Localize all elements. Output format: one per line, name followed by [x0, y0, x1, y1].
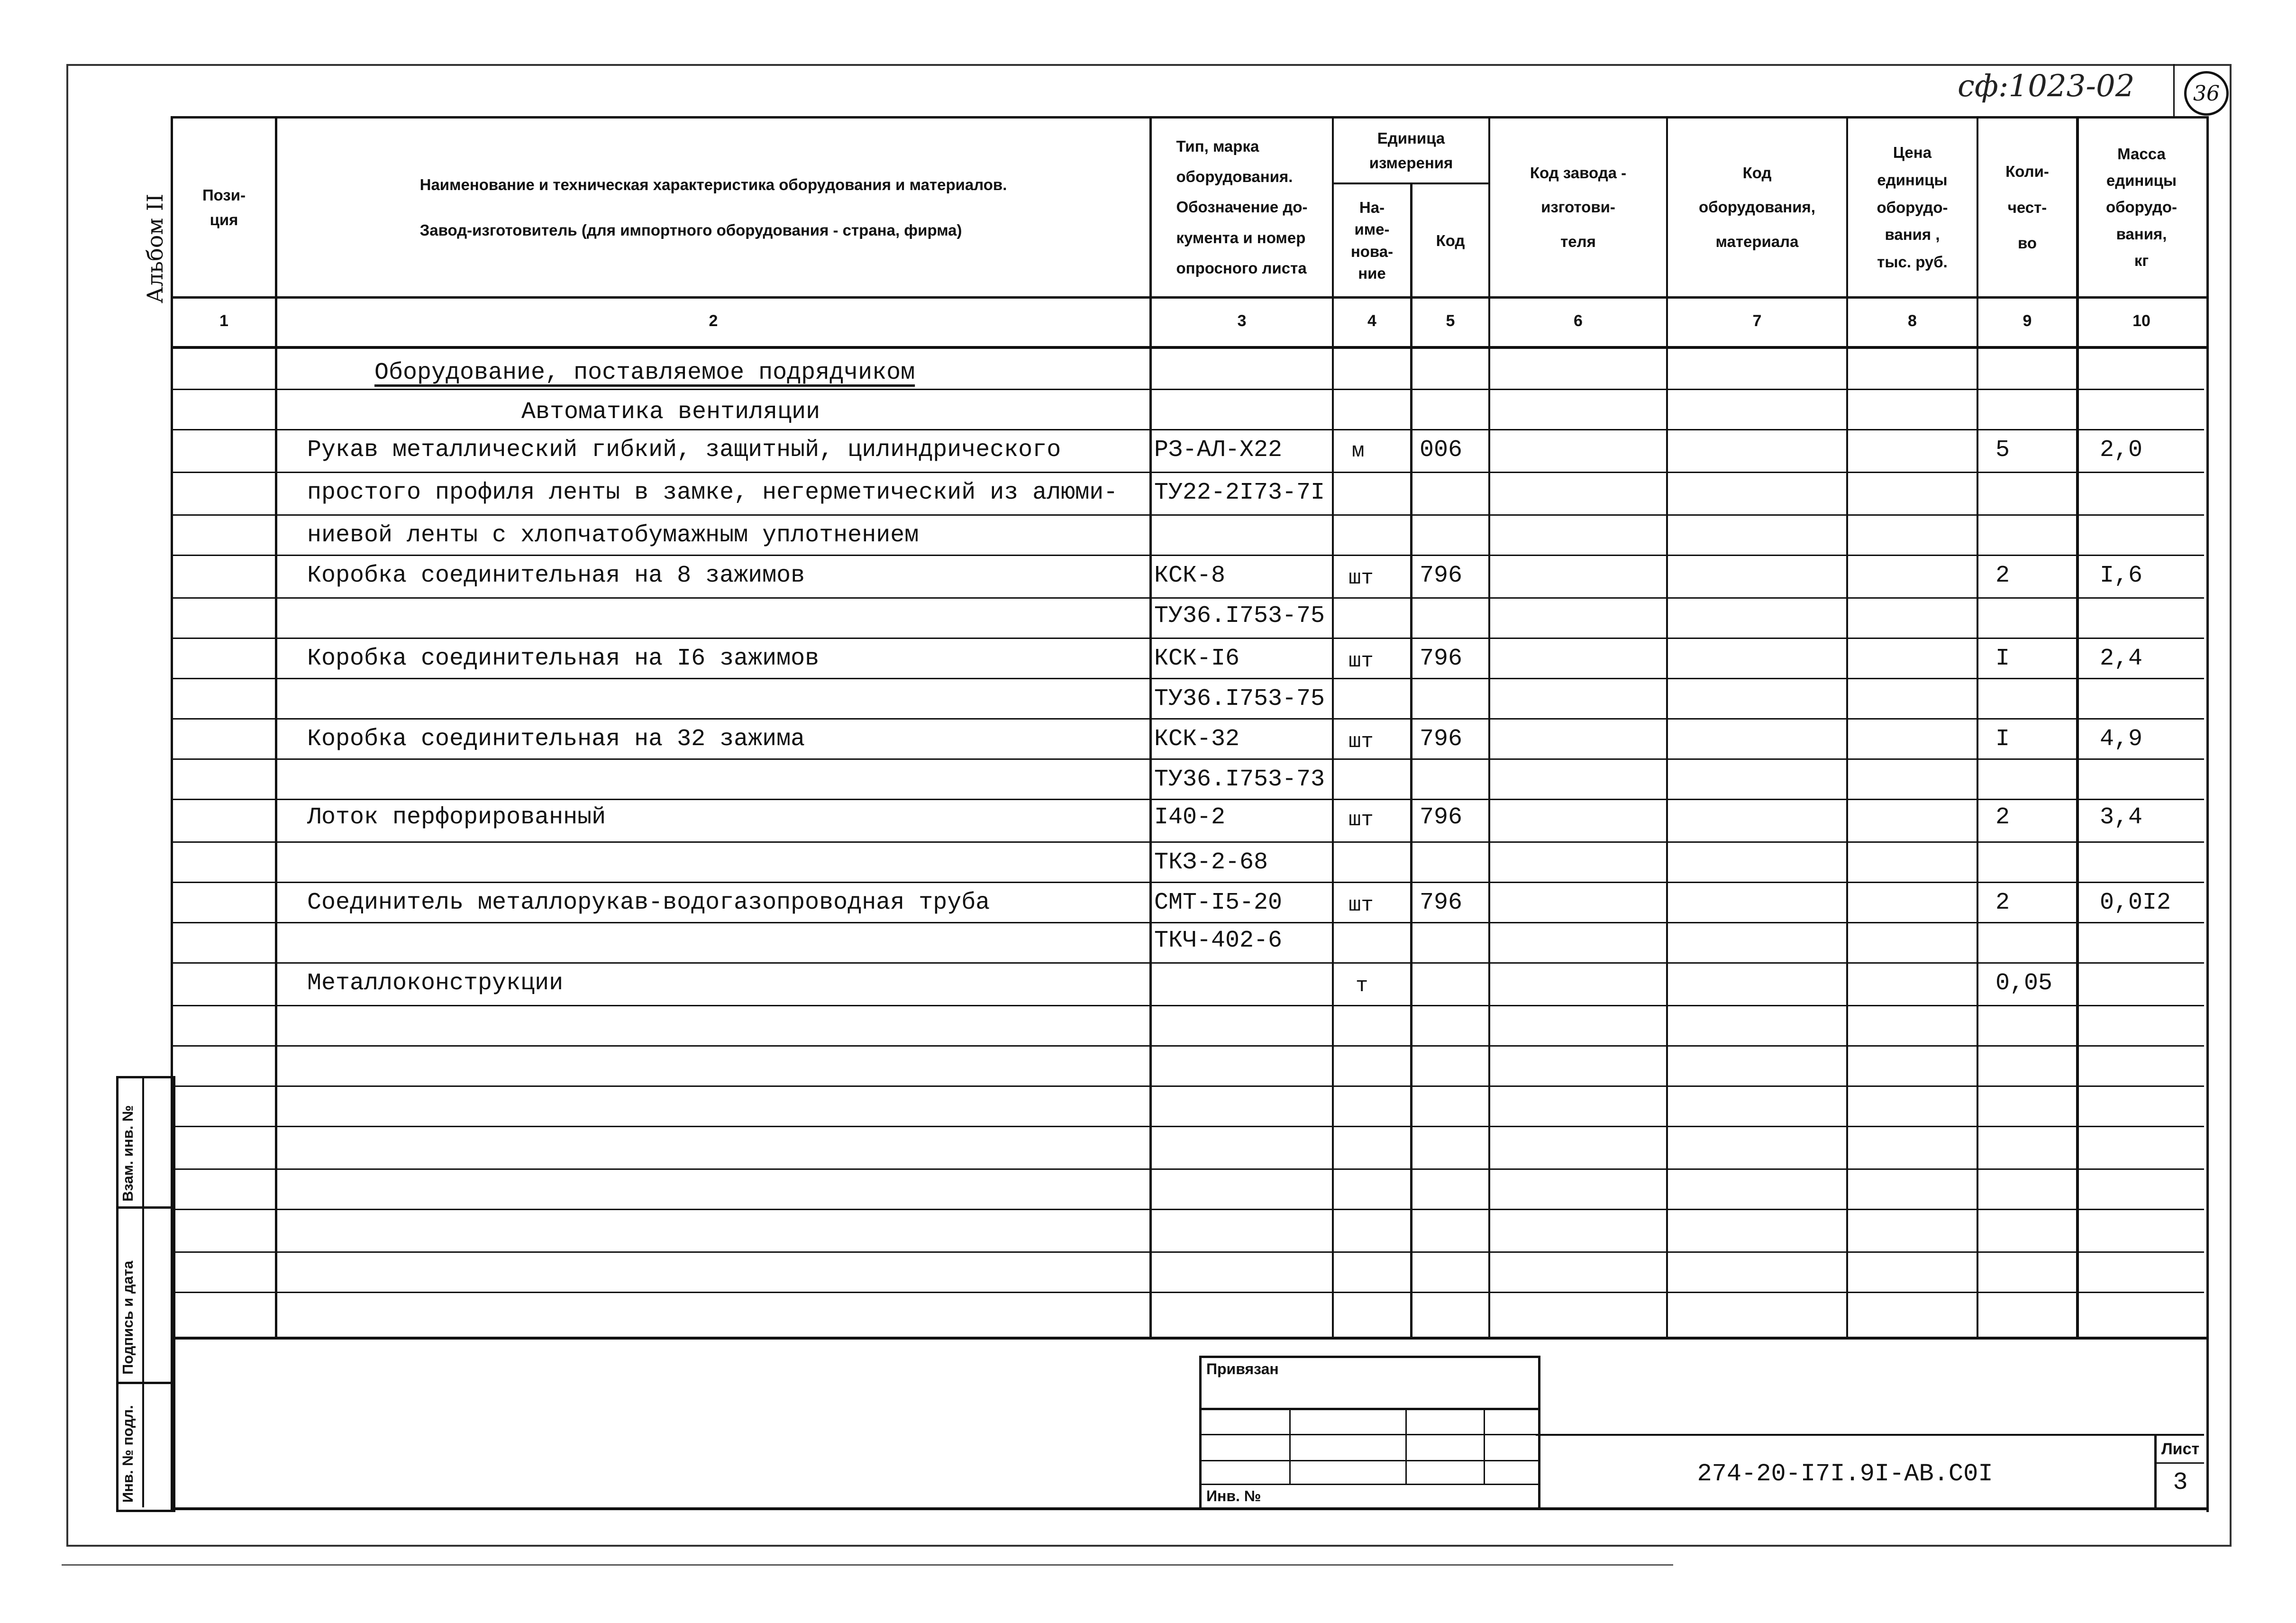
privyazan-line	[1199, 1484, 1540, 1485]
item-unit: шт	[1348, 730, 1374, 754]
header-unit: Единица измерения	[1369, 129, 1453, 172]
colnum-9: 9	[2023, 312, 2032, 330]
item-qty: 0,05	[1995, 970, 2053, 997]
item-name: ниевой ленты с хлопчатобумажным уплотнением	[307, 522, 919, 549]
item-unit: шт	[1348, 649, 1374, 673]
header-bottom	[171, 296, 2206, 299]
document-code: 274-20-I7I.9I-АВ.С0I	[1697, 1460, 1993, 1488]
col-sep-2	[1149, 116, 1152, 1339]
row-line	[171, 1005, 2204, 1006]
col-sep-1	[275, 116, 277, 1339]
row-line	[171, 1209, 2204, 1210]
header-price: Цена единицы оборудо- вания , тыс. руб.	[1877, 144, 1948, 271]
item-unit-code: 006	[1420, 437, 1463, 464]
item-unit-code: 796	[1420, 645, 1463, 672]
row-line	[171, 799, 2204, 800]
row-line	[171, 1045, 2204, 1047]
privyazan-label: Привязан	[1206, 1360, 1279, 1377]
privyazan-line	[1199, 1460, 1540, 1461]
item-mass: 2,4	[2100, 645, 2143, 672]
item-type: ТКЧ-402-6	[1154, 927, 1283, 954]
scan-edge-line	[62, 1564, 1673, 1566]
colnum-5: 5	[1446, 312, 1455, 330]
header-unit-name: На- име- нова- ние	[1350, 199, 1394, 282]
row-line	[171, 429, 2204, 430]
item-unit-code: 796	[1420, 804, 1463, 831]
item-name: Рукав металлический гибкий, защитный, цилиндрического	[307, 437, 1061, 464]
col-sep-3	[1332, 116, 1334, 1339]
colnum-10: 10	[2132, 312, 2150, 330]
header-quantity: Коли- чест- во	[2005, 162, 2049, 252]
privyazan-line	[1199, 1408, 1540, 1410]
title-block-bottom	[171, 1507, 2206, 1510]
sheet-code: сф:1023-02	[1958, 69, 2135, 104]
privyazan-box	[1199, 1356, 1540, 1510]
item-mass: I,6	[2100, 562, 2143, 589]
item-qty: I	[1995, 726, 2010, 753]
item-type: ТКЗ-2-68	[1154, 849, 1268, 876]
item-type: КСК-I6	[1154, 645, 1240, 672]
row-line	[171, 962, 2204, 964]
side-inv-label: Инв. № подл.	[119, 1405, 136, 1503]
list-number: 3	[2173, 1468, 2188, 1496]
item-type: СМТ-I5-20	[1154, 889, 1283, 916]
colnum-1: 1	[219, 312, 228, 330]
side-vzam-label: Взам. инв. №	[119, 1105, 136, 1202]
item-qty: 2	[1995, 889, 2010, 916]
item-unit-code: 796	[1420, 562, 1463, 589]
row-line	[171, 718, 2204, 720]
header-type: Тип, марка оборудования. Обозначение до- кумента и номер опросного листа	[1176, 137, 1308, 277]
item-type: КСК-32	[1154, 726, 1240, 753]
row-line	[171, 597, 2204, 599]
sheet-number-circle	[2184, 71, 2229, 116]
col-sep-9	[2076, 116, 2079, 1339]
row-line	[171, 389, 2204, 390]
item-name: Коробка соединительная на 32 зажима	[307, 726, 805, 753]
col-sep-7	[1846, 116, 1848, 1339]
row-line	[171, 758, 2204, 760]
row-line	[171, 1085, 2204, 1087]
code-divider	[2173, 64, 2175, 116]
row-line	[171, 841, 2204, 843]
header-maker-code: Код завода - изготови- теля	[1530, 164, 1627, 250]
item-qty: 5	[1995, 437, 2010, 464]
section-title: Оборудование, поставляемое подрядчиком	[374, 359, 915, 386]
item-name: Металлоконструкции	[307, 970, 564, 997]
item-unit: шт	[1348, 566, 1374, 590]
item-type: ТУ36.I753-73	[1154, 766, 1325, 793]
item-type: ТУ36.I753-75	[1154, 685, 1325, 712]
header-mass: Масса единицы оборудо- вания, кг	[2105, 145, 2178, 269]
header-position: Пози- ция	[202, 186, 246, 228]
item-name: простого профиля ленты в замке, негерметический из алюми-	[307, 479, 1118, 506]
row-line	[171, 1126, 2204, 1127]
col-sep-4	[1410, 182, 1412, 1339]
col-sep-5	[1488, 116, 1490, 1339]
list-label: Лист	[2161, 1440, 2200, 1458]
item-qty: 2	[1995, 562, 2010, 589]
side-podpis-label: Подпись и дата	[119, 1260, 136, 1375]
item-mass: 2,0	[2100, 437, 2143, 464]
item-unit-code: 796	[1420, 889, 1463, 916]
colnum-6: 6	[1574, 312, 1583, 330]
header-name: Наименование и техническая характеристика оборудования и материалов. Завод-изготовитель (для импортного оборудования - страна, фирма)	[419, 175, 1007, 239]
side-stamp-sep	[116, 1206, 173, 1209]
col-sep-8	[1977, 116, 1978, 1339]
album-label: Альбом II	[142, 193, 168, 303]
row-line	[171, 638, 2204, 639]
colnum-bottom	[171, 346, 2206, 349]
colnum-8: 8	[1908, 312, 1917, 330]
col-sep-6	[1666, 116, 1668, 1339]
item-unit: шт	[1348, 894, 1374, 917]
item-qty: I	[1995, 645, 2010, 672]
colnum-7: 7	[1752, 312, 1762, 330]
row-line	[171, 1292, 2204, 1293]
privyazan-col	[1289, 1408, 1291, 1484]
item-name: Соединитель металлорукав-водогазопроводная труба	[307, 889, 990, 916]
list-box-mid	[2154, 1462, 2204, 1464]
row-line	[171, 1168, 2204, 1170]
item-type: ТУ22-2I73-7I	[1154, 479, 1325, 506]
privyazan-line	[1199, 1434, 1540, 1435]
item-name: Коробка соединительная на I6 зажимов	[307, 645, 820, 672]
table-bottom	[171, 1337, 2206, 1340]
header-equipment-code: Код оборудования, материала	[1699, 164, 1815, 250]
item-name: Лоток перфорированный	[307, 804, 606, 831]
privyazan-col	[1484, 1408, 1485, 1484]
side-stamp-inner	[142, 1076, 144, 1507]
inv-no-label: Инв. №	[1206, 1487, 1261, 1504]
colnum-4: 4	[1367, 312, 1376, 330]
item-type: I40-2	[1154, 804, 1226, 831]
item-mass: 3,4	[2100, 804, 2143, 831]
item-unit: м	[1352, 439, 1365, 463]
item-qty: 2	[1995, 804, 2010, 831]
item-type: РЗ-АЛ-Х22	[1154, 437, 1283, 464]
row-line	[171, 882, 2204, 883]
subsection-title: Автоматика вентиляции	[521, 399, 820, 426]
header-unit-code: Код	[1436, 231, 1465, 249]
sheet-number: 36	[2193, 81, 2220, 106]
item-name: Коробка соединительная на 8 зажимов	[307, 562, 805, 589]
row-line	[171, 514, 2204, 516]
row-line	[171, 555, 2204, 556]
row-line	[171, 678, 2204, 679]
row-line	[171, 1251, 2204, 1253]
item-mass: 0,0I2	[2100, 889, 2171, 916]
item-type: ТУ36.I753-75	[1154, 602, 1325, 629]
colnum-3: 3	[1237, 312, 1247, 330]
unit-header-split	[1332, 182, 1488, 184]
colnum-2: 2	[709, 312, 718, 330]
item-unit: т	[1356, 974, 1368, 998]
item-unit-code: 796	[1420, 726, 1463, 753]
item-mass: 4,9	[2100, 726, 2143, 753]
row-line	[171, 922, 2204, 923]
item-type: КСК-8	[1154, 562, 1226, 589]
row-line	[171, 472, 2204, 473]
side-stamp-sep	[116, 1382, 173, 1384]
doc-code-top	[1536, 1434, 2204, 1436]
item-unit: шт	[1348, 808, 1374, 832]
privyazan-col	[1405, 1408, 1407, 1484]
